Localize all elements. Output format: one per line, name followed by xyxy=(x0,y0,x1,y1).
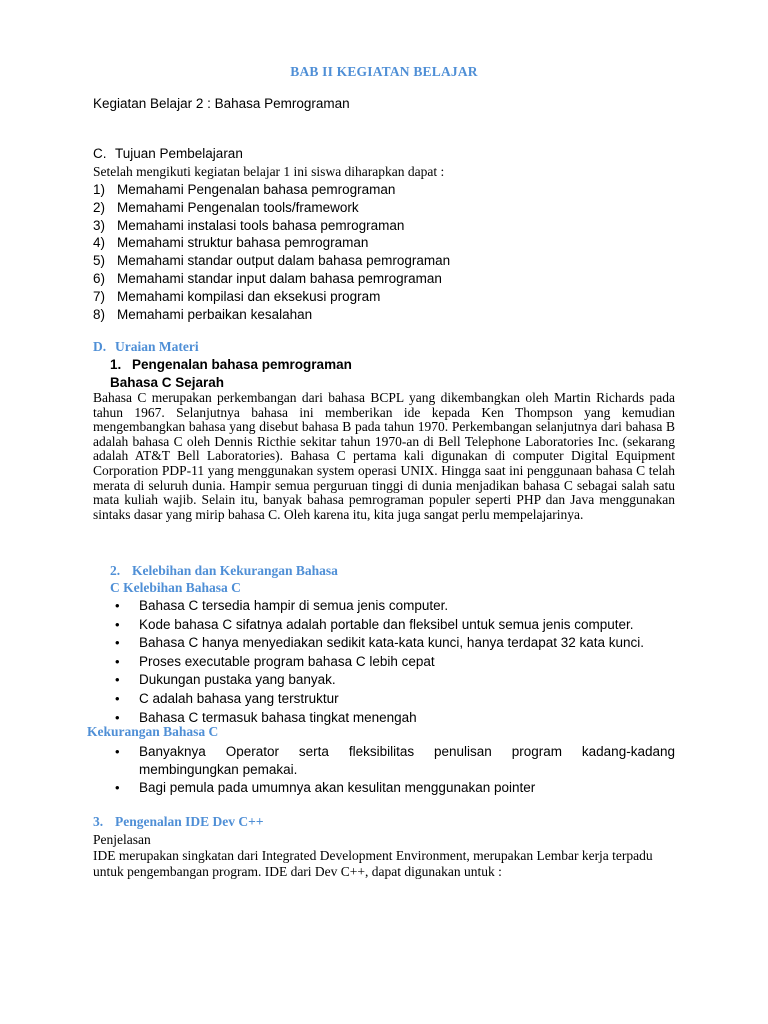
bullet-icon: • xyxy=(115,635,120,651)
objective-item: 2) Memahami Pengenalan tools/framework xyxy=(93,199,359,215)
objective-item: 8) Memahami perbaikan kesalahan xyxy=(93,306,313,322)
list-item: • Dukungan pustaka yang banyak. xyxy=(115,671,644,690)
history-paragraph: Bahasa C merupakan perkembangan dari bahasa BCPL yang dikembangkan oleh Martin Richards pada tahun 1967. Selanjutnya bahasa ini memberikan ide kepada Ken Thompson yang kemudian mengembangkan bahasa yang disebut bahasa B pada tahun 1970. Perkembangan selanjutnya dari bahasa B adalah bahasa C oleh Dennis Ricthie sekitar tahun 1970-an di Bell Telephone Laboratories Inc. (sekarang adalah AT&T Bell Laboratories). Bahasa C pertama kali digunakan di computer Digital Equipment Corporation PDP-11 yang menggunakan system operasi UNIX. Hingga saat ini penggunaan bahasa C telah merata di seluruh dunia. Hampir semua perguruan tinggi di dunia menjadikan bahasa C sebagai salah satu mata kuliah wajib. Selain itu, banyak bahasa pemrograman populer seperti PHP dan Java menggunakan sintaks dasar yang mirip bahasa C. Oleh karena itu, kita juga sangat perlu mempelajarinya. xyxy=(93,390,675,522)
bullet-icon: • xyxy=(115,653,120,669)
list-item: • Bahasa C tersedia hampir di semua jenis computer. xyxy=(115,597,644,616)
disadvantages-list xyxy=(115,743,675,797)
bullet-icon: • xyxy=(115,616,120,632)
objective-item: 1) Memahami Pengenalan bahasa pemrograman xyxy=(93,182,396,197)
section-c-title: Tujuan Pembelajaran xyxy=(115,146,243,161)
explanation-label: Penjelasan xyxy=(93,832,151,847)
advantages-title: C Kelebihan Bahasa C xyxy=(110,580,241,595)
objective-item: 3) Memahami instalasi tools bahasa pemrograman xyxy=(93,217,405,233)
objective-item: 6) Memahami standar input dalam bahasa pemrograman xyxy=(93,270,442,286)
subsection-1-heading: 1. Pengenalan bahasa pemrograman xyxy=(110,357,352,372)
list-item: • Banyaknya Operator serta fleksibilitas penulisan program kadang-kadang membingungkan pemakai. xyxy=(115,744,675,777)
subsection-3-heading: 3. Pengenalan IDE Dev C++ xyxy=(93,814,264,829)
list-item: • Bahasa C termasuk bahasa tingkat menengah xyxy=(115,709,644,728)
bullet-icon: • xyxy=(115,780,120,795)
objective-item: 7) Memahami kompilasi dan eksekusi program xyxy=(93,288,381,304)
list-item: • Bahasa C hanya menyediakan sedikit kata-kata kunci, hanya terdapat 32 kata kunci. xyxy=(115,634,644,653)
bullet-icon: • xyxy=(115,672,120,688)
chapter-title: BAB II KEGIATAN BELAJAR xyxy=(290,64,478,79)
subsection-2-heading: 2. Kelebihan dan Kekurangan Bahasa xyxy=(110,563,338,578)
disadvantages-title: Kekurangan Bahasa C xyxy=(87,724,219,739)
section-c-heading xyxy=(93,146,243,161)
section-c-letter: C. xyxy=(93,146,107,161)
bullet-icon: • xyxy=(115,598,120,613)
objectives-list xyxy=(93,181,450,323)
activity-subtitle: Kegiatan Belajar 2 : Bahasa Pemrograman xyxy=(93,96,350,111)
list-item: • Kode bahasa C sifatnya adalah portable dan fleksibel untuk semua jenis computer. xyxy=(115,616,644,635)
advantages-list xyxy=(115,597,644,727)
bullet-icon: • xyxy=(115,690,120,706)
objective-item: 4) Memahami struktur bahasa pemrograman xyxy=(93,235,369,251)
objective-item: 5) Memahami standar output dalam bahasa pemrograman xyxy=(93,253,451,269)
objectives-intro: Setelah mengikuti kegiatan belajar 1 ini siswa diharapkan dapat : xyxy=(93,164,445,179)
section-d-title: Uraian Materi xyxy=(115,339,199,354)
list-item: • Bagi pemula pada umumnya akan kesulitan menggunakan pointer xyxy=(115,780,536,795)
section-d-letter: D. xyxy=(93,339,107,354)
list-item: • C adalah bahasa yang terstruktur xyxy=(115,690,644,709)
subsection-1-subtitle: Bahasa C Sejarah xyxy=(110,375,225,390)
bullet-icon: • xyxy=(115,709,120,725)
list-item: • Proses executable program bahasa C lebih cepat xyxy=(115,653,644,672)
ide-paragraph: IDE merupakan singkatan dari Integrated Development Environment, merupakan Lembar kerja terpadu untuk pengembangan program. IDE dari Dev C++, dapat digunakan untuk : xyxy=(93,848,653,879)
bullet-icon: • xyxy=(115,744,120,759)
section-d-heading xyxy=(93,339,199,355)
